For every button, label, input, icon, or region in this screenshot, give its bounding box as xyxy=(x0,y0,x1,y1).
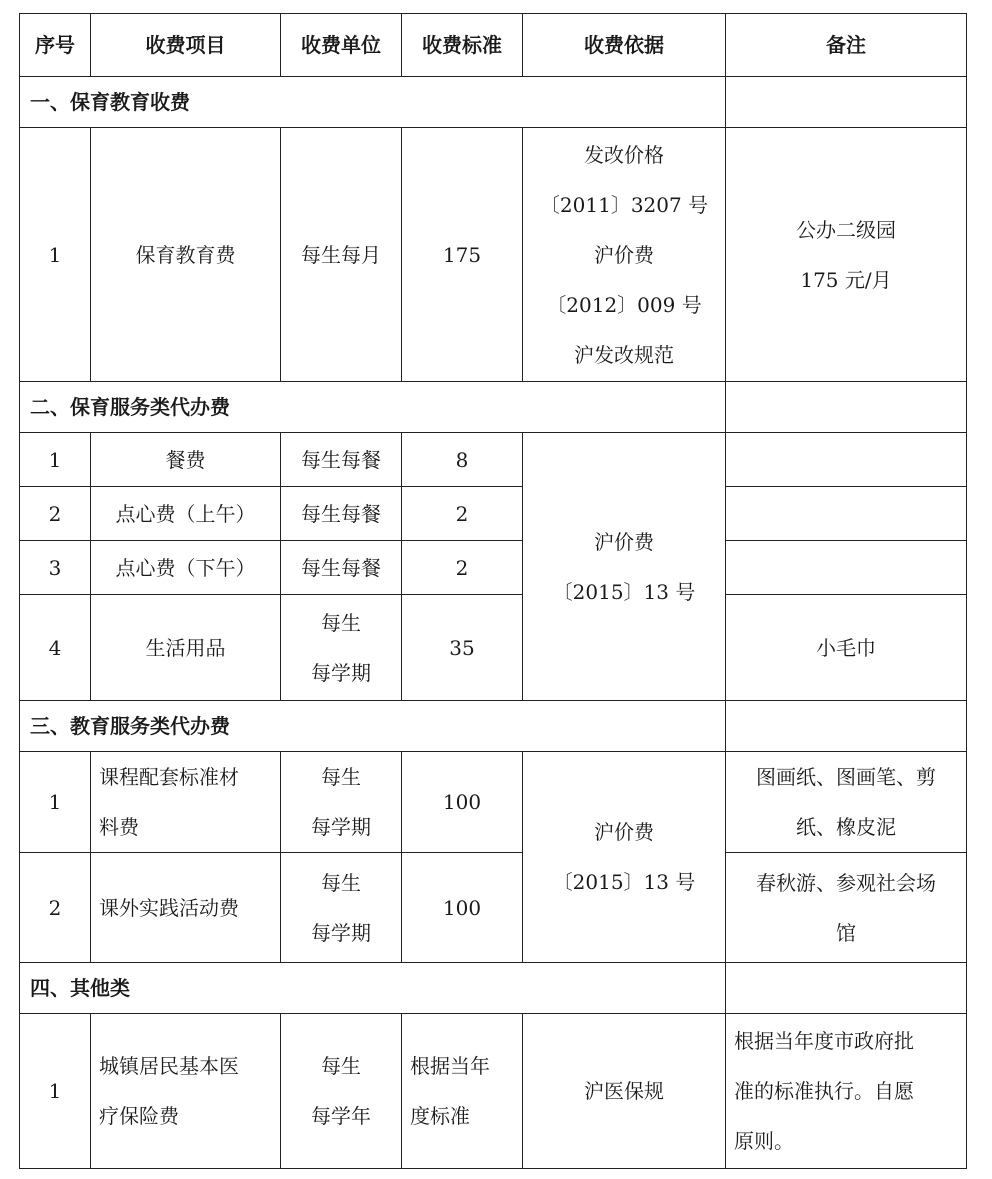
section-title: 三、教育服务类代办费 xyxy=(20,701,726,752)
row-basis xyxy=(523,752,726,963)
row-basis xyxy=(523,433,726,701)
row-no: 1 xyxy=(20,1014,91,1169)
row-no: 1 xyxy=(20,433,91,487)
row-unit xyxy=(281,752,402,853)
section-note-cell xyxy=(726,77,967,128)
table-header-row xyxy=(20,14,967,77)
basis-line: 沪价费 xyxy=(594,820,654,844)
basis-line: 〔2015〕13 号 xyxy=(552,870,696,894)
row-standard: 2 xyxy=(402,487,523,541)
header-note: 备注 xyxy=(726,14,967,77)
section-row xyxy=(20,701,967,752)
row-basis xyxy=(523,128,726,382)
row-no: 1 xyxy=(20,128,91,382)
row-note xyxy=(726,433,967,487)
section-note-cell xyxy=(726,963,967,1014)
basis-line: 沪价费 xyxy=(594,242,654,267)
section-title: 二、保育服务类代办费 xyxy=(20,382,726,433)
header-unit: 收费单位 xyxy=(281,14,402,77)
table-row xyxy=(20,487,967,541)
unit-line: 每学期 xyxy=(311,660,371,685)
row-standard: 100 xyxy=(402,752,523,853)
basis-line: 〔2015〕13 号 xyxy=(552,579,696,604)
row-standard xyxy=(402,1014,523,1169)
item-line: 料费 xyxy=(99,815,139,839)
unit-line: 每学期 xyxy=(311,815,371,839)
row-unit xyxy=(281,1014,402,1169)
table-row xyxy=(20,853,967,963)
row-item: 课外实践活动费 xyxy=(91,853,281,963)
row-item xyxy=(91,752,281,853)
item-line: 疗保险费 xyxy=(99,1104,179,1128)
note-line: 准的标准执行。自愿 xyxy=(734,1079,914,1103)
section-note-cell xyxy=(726,382,967,433)
table-row xyxy=(20,595,967,701)
row-note xyxy=(726,128,967,382)
fee-table xyxy=(19,13,967,1169)
standard-line: 根据当年 xyxy=(410,1054,490,1078)
row-no: 3 xyxy=(20,541,91,595)
row-note xyxy=(726,541,967,595)
unit-line: 每生 xyxy=(321,870,361,895)
unit-line: 每生 xyxy=(321,610,361,635)
note-line: 馆 xyxy=(836,920,856,945)
note-line: 根据当年度市政府批 xyxy=(734,1029,914,1053)
note-line: 春秋游、参观社会场 xyxy=(756,870,936,895)
item-line: 课程配套标准材 xyxy=(99,765,239,789)
row-note xyxy=(726,853,967,963)
section-row xyxy=(20,382,967,433)
item-line: 城镇居民基本医 xyxy=(99,1054,239,1078)
table-row xyxy=(20,752,967,853)
row-unit: 每生每餐 xyxy=(281,487,402,541)
section-title: 四、其他类 xyxy=(20,963,726,1014)
section-row xyxy=(20,963,967,1014)
basis-line: 〔2012〕009 号 xyxy=(546,292,702,317)
row-unit xyxy=(281,853,402,963)
note-line: 原则。 xyxy=(734,1129,794,1153)
table-row xyxy=(20,128,967,382)
row-no: 2 xyxy=(20,487,91,541)
row-standard: 175 xyxy=(402,128,523,382)
row-item: 保育教育费 xyxy=(91,128,281,382)
row-basis: 沪医保规 xyxy=(523,1014,726,1169)
section-row xyxy=(20,77,967,128)
row-note xyxy=(726,752,967,853)
unit-line: 每学年 xyxy=(311,1104,371,1128)
header-basis: 收费依据 xyxy=(523,14,726,77)
row-item xyxy=(91,1014,281,1169)
header-item: 收费项目 xyxy=(91,14,281,77)
row-standard: 35 xyxy=(402,595,523,701)
row-unit xyxy=(281,595,402,701)
note-line: 175 元/月 xyxy=(800,267,892,292)
basis-line: 沪价费 xyxy=(594,529,654,554)
row-unit: 每生每月 xyxy=(281,128,402,382)
row-unit: 每生每餐 xyxy=(281,541,402,595)
unit-line: 每学期 xyxy=(311,920,371,945)
row-note xyxy=(726,1014,967,1169)
table-row xyxy=(20,433,967,487)
row-no: 4 xyxy=(20,595,91,701)
standard-line: 度标准 xyxy=(410,1104,470,1128)
header-no: 序号 xyxy=(20,14,91,77)
row-no: 2 xyxy=(20,853,91,963)
note-line: 纸、橡皮泥 xyxy=(796,815,896,839)
header-standard: 收费标准 xyxy=(402,14,523,77)
note-line: 公办二级园 xyxy=(796,217,896,242)
row-standard: 100 xyxy=(402,853,523,963)
section-note-cell xyxy=(726,701,967,752)
table-row xyxy=(20,1014,967,1169)
row-standard: 8 xyxy=(402,433,523,487)
row-item: 点心费（下午） xyxy=(91,541,281,595)
row-no: 1 xyxy=(20,752,91,853)
row-item: 餐费 xyxy=(91,433,281,487)
note-line: 图画纸、图画笔、剪 xyxy=(756,765,936,789)
table-row xyxy=(20,541,967,595)
basis-line: 发改价格 xyxy=(584,142,664,167)
unit-line: 每生 xyxy=(321,765,361,789)
basis-line: 沪发改规范 xyxy=(574,342,674,367)
unit-line: 每生 xyxy=(321,1054,361,1078)
basis-line: 〔2011〕3207 号 xyxy=(539,192,709,217)
row-item: 点心费（上午） xyxy=(91,487,281,541)
section-title: 一、保育教育收费 xyxy=(20,77,726,128)
row-note: 小毛巾 xyxy=(726,595,967,701)
row-item: 生活用品 xyxy=(91,595,281,701)
row-unit: 每生每餐 xyxy=(281,433,402,487)
row-standard: 2 xyxy=(402,541,523,595)
row-note xyxy=(726,487,967,541)
